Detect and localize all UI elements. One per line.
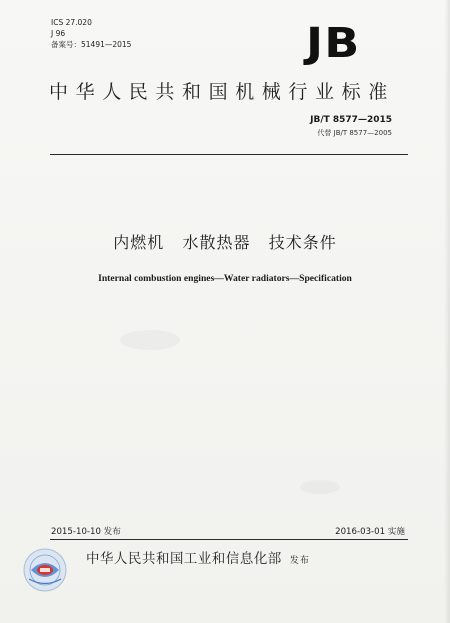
publish-label: 发布 xyxy=(289,556,310,566)
issue-date: 2015-10-10 发布 xyxy=(51,527,121,537)
ccs-code: J 96 xyxy=(51,29,66,38)
standard-category-title: 中华人民共和国机械行业标准 xyxy=(49,81,395,103)
implementation-date: 2016-03-01 实施 xyxy=(335,527,405,537)
publisher-name: 中华人民共和国工业和信息化部 xyxy=(86,552,282,567)
seal-icon xyxy=(23,548,67,592)
bottom-divider xyxy=(50,539,408,540)
classification-block xyxy=(51,17,131,50)
standard-number: JB/T 8577—2015 xyxy=(310,115,392,125)
document-title-cn: 内燃机 水散热器 技术条件 xyxy=(113,233,337,252)
page-edge-shadow xyxy=(444,0,450,623)
filing-number: 备案号：51491—2015 xyxy=(51,40,132,49)
paper-smudge xyxy=(120,330,180,350)
document-title-en: Internal combustion engines—Water radiators—Specification xyxy=(98,273,352,284)
replaces-standard: 代替 JB/T 8577—2005 xyxy=(317,129,392,137)
top-divider xyxy=(50,154,408,155)
jb-logo: JB xyxy=(306,19,361,67)
paper-smudge xyxy=(300,480,340,494)
publisher-line xyxy=(86,551,310,570)
ics-code: ICS 27.020 xyxy=(51,18,92,27)
